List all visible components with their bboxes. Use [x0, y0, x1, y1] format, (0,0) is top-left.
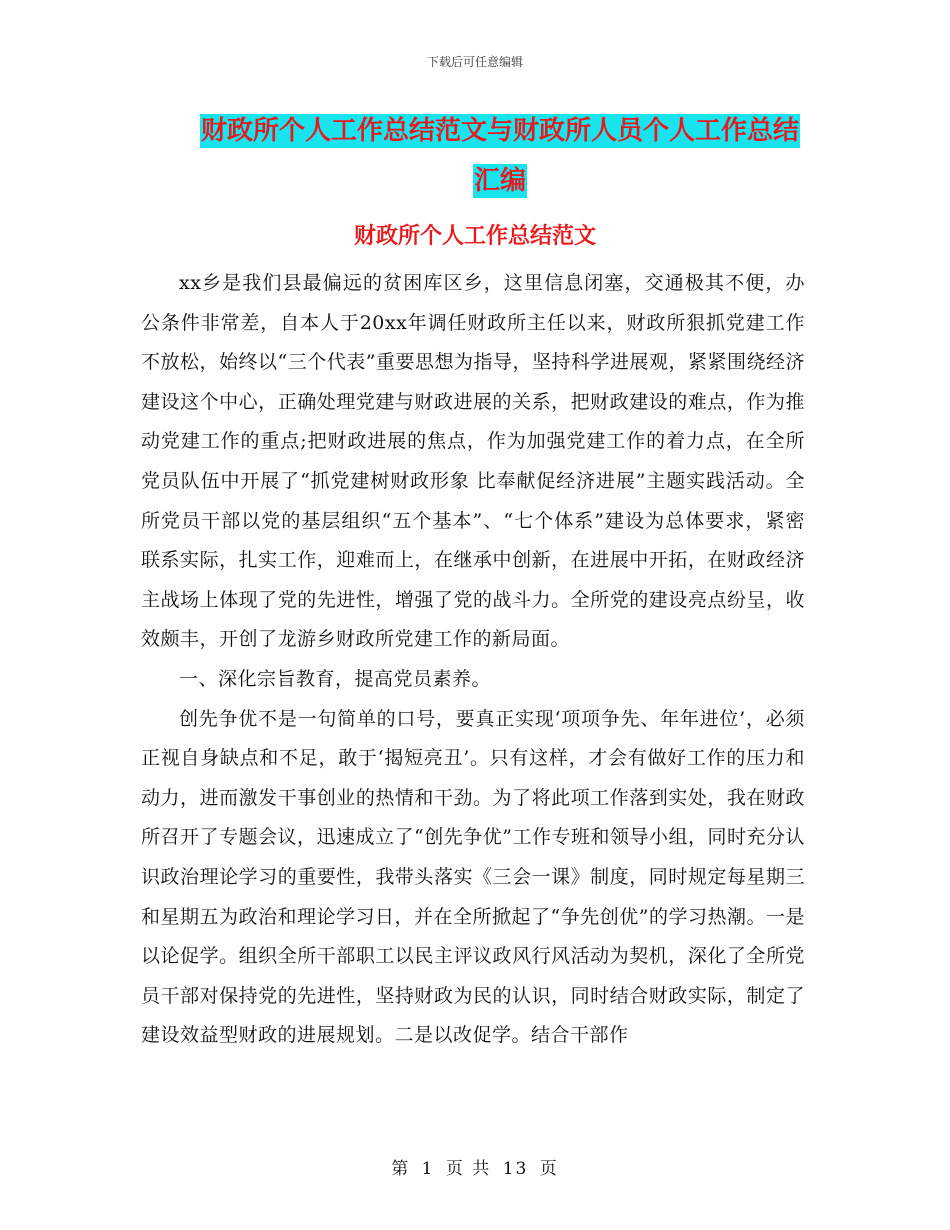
footer-total-pages: 13 [502, 1159, 529, 1179]
footer-page-number: 1 [421, 1159, 435, 1179]
main-title [170, 106, 830, 206]
page-footer [0, 1154, 950, 1179]
footer-middle: 页 共 [445, 1159, 492, 1179]
body-text [141, 264, 805, 1056]
paragraph-3: 创先争优不是一句简单的口号，要真正实现‘项项争先、年年进位’，必须正视自身缺点和不足，敢于‘揭短亮丑’。只有这样，才会有做好工作的压力和动力，进而激发干事创业的热情和干劲。为了将此项工作落到实处，我在财政所召开了专题会议，迅速成立了“创先争优”工作专班和领导小组，同时充分认识政治理论学习的重要性，我带头落实《三会一课》制度，同时规定每星期三和星期五为政治和理论学习日，并在全所掀起了“争先创优”的学习热潮。一是以论促学。组织全所干部职工以民主评议政风行风活动为契机，深化了全所党员干部对保持党的先进性，坚持财政为民的认识，同时结合财政实际，制定了建设效益型财政的进展规划。二是以改促学。结合干部作 [141, 707, 805, 1047]
header-note: 下载后可任意编辑 [426, 55, 523, 69]
main-title-line2: 汇编 [473, 166, 526, 196]
main-title-line1: 财政所个人工作总结范文与财政所人员个人工作总结 [200, 116, 799, 146]
paragraph-2: 一、深化宗旨教育，提高党员素养。 [179, 667, 492, 690]
footer-suffix: 页 [539, 1159, 559, 1179]
footer-prefix: 第 [391, 1159, 411, 1179]
paragraph-1: xx乡是我们县最偏远的贫困库区乡，这里信息闭塞，交通极其不便，办公条件非常差，自本人于20xx年调任财政所主任以来，财政所狠抓党建工作不放松，始终以“三个代表”重要思想为指导，坚持科学进展观，紧紧围绕经济建设这个中心，正确处理党建与财政进展的关系，把财政建设的难点，作为推动党建工作的重点;把财政进展的焦点，作为加强党建工作的着力点，在全所党员队伍中开展了“抓党建树财政形象 比奉献促经济进展”主题实践活动。全所党员干部以党的基层组织“五个基本”、“七个体系”建设为总体要求，紧密联系实际，扎实工作，迎难而上，在继承中创新，在进展中开拓，在财政经济主战场上体现了党的先进性，增强了党的战斗力。全所党的建设亮点纷呈，收效颇丰，开创了龙游乡财政所党建工作的新局面。 [141, 272, 805, 651]
section-title: 财政所个人工作总结范文 [353, 224, 596, 249]
